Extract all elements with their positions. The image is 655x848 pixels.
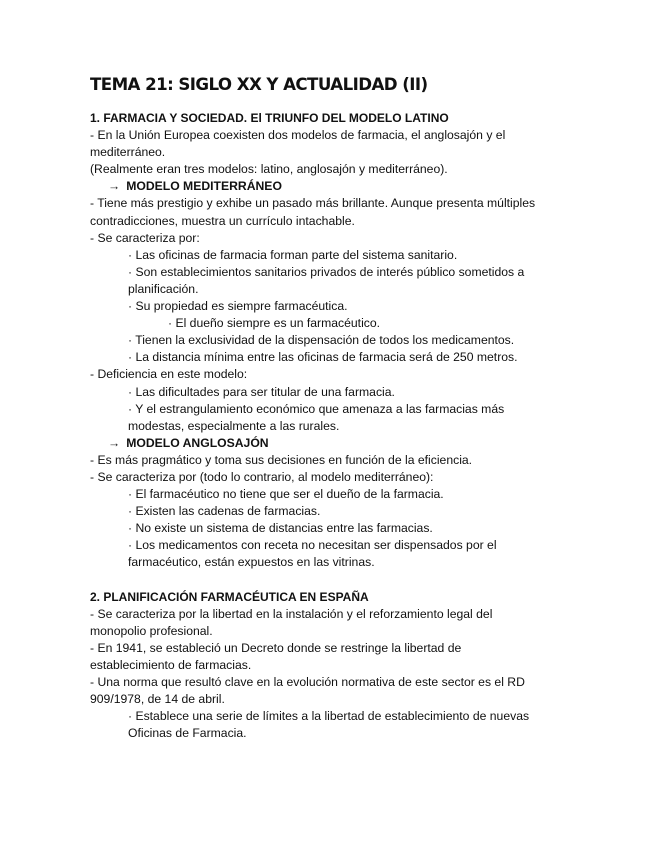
- subheading-label: MODELO MEDITERRÁNEO: [126, 179, 282, 194]
- paragraph: - Se caracteriza por (todo lo contrario, al modelo mediterráneo):: [90, 469, 434, 484]
- paragraph: - Deficiencia en este modelo:: [90, 367, 248, 382]
- list-subitem: · El dueño siempre es un farmacéutico.: [168, 316, 381, 331]
- paragraph: establecimiento de farmacias.: [90, 657, 252, 672]
- paragraph: - Tiene más prestigio y exhibe un pasado más brillante. Aunque presenta múltiples: [90, 196, 536, 211]
- subheading-label: MODELO ANGLOSAJÓN: [126, 435, 269, 450]
- list-item: · Existen las cadenas de farmacias.: [128, 504, 321, 519]
- section-gap: [90, 572, 630, 589]
- list-item: · Las oficinas de farmacia forman parte del sistema sanitario.: [128, 247, 458, 262]
- list-item-continuation: farmacéutico, están expuestos en las vitrinas.: [128, 555, 375, 570]
- list-item: · La distancia mínima entre las oficinas de farmacia será de 250 metros.: [128, 350, 518, 365]
- list-item: · Y el estrangulamiento económico que amenaza a las farmacias más: [128, 401, 505, 416]
- paragraph: - En la Unión Europea coexisten dos modelos de farmacia, el anglosajón y el: [90, 128, 506, 143]
- paragraph: - En 1941, se estableció un Decreto donde se restringe la libertad de: [90, 640, 462, 655]
- paragraph: contradicciones, muestra un currículo intachable.: [90, 213, 355, 228]
- section-2-heading: 2. PLANIFICACIÓN FARMACÉUTICA EN ESPAÑA: [90, 589, 369, 604]
- section-1-heading: 1. FARMACIA Y SOCIEDAD. El TRIUNFO DEL MODELO LATINO: [90, 111, 449, 125]
- arrow-right-icon: →: [108, 179, 121, 194]
- paragraph: - Se caracteriza por la libertad en la instalación y el reforzamiento legal del: [90, 606, 493, 621]
- document-page: [90, 72, 630, 742]
- paragraph: - Es más pragmático y toma sus decisiones en función de la eficiencia.: [90, 452, 473, 467]
- section-farmacia-sociedad: [90, 110, 630, 572]
- subheading-modelo-mediterraneo: [90, 178, 630, 195]
- paragraph: 909/1978, de 14 de abril.: [90, 692, 225, 707]
- paragraph: - Una norma que resultó clave en la evolución normativa de este sector es el RD: [90, 675, 525, 689]
- paragraph: mediterráneo.: [90, 145, 166, 160]
- list-item: · Los medicamentos con receta no necesitan ser dispensados por el: [128, 538, 497, 553]
- list-item-continuation: modestas, especialmente a las rurales.: [128, 418, 340, 433]
- paragraph: (Realmente eran tres modelos: latino, anglosajón y mediterráneo).: [90, 162, 448, 177]
- list-item: · Tienen la exclusividad de la dispensación de todos los medicamentos.: [128, 333, 515, 348]
- list-item: · No existe un sistema de distancias entre las farmacias.: [128, 521, 433, 536]
- page-title: TEMA 21: SIGLO XX Y ACTUALIDAD (II): [90, 75, 428, 95]
- list-item: · El farmacéutico no tiene que ser el dueño de la farmacia.: [128, 487, 444, 502]
- list-item: · Su propiedad es siempre farmacéutica.: [128, 299, 348, 314]
- section-planificacion: [90, 589, 630, 743]
- list-item: · Las dificultades para ser titular de una farmacia.: [128, 384, 395, 399]
- list-item-continuation: Oficinas de Farmacia.: [128, 726, 247, 741]
- arrow-right-icon: →: [108, 435, 121, 450]
- list-item-continuation: planificación.: [128, 281, 199, 296]
- list-item: · Son establecimientos sanitarios privados de interés público sometidos a: [128, 264, 525, 279]
- paragraph: - Se caracteriza por:: [90, 230, 200, 245]
- paragraph: monopolio profesional.: [90, 623, 213, 638]
- list-item: · Establece una serie de límites a la libertad de establecimiento de nuevas: [128, 709, 530, 724]
- subheading-modelo-anglosajon: [90, 435, 630, 452]
